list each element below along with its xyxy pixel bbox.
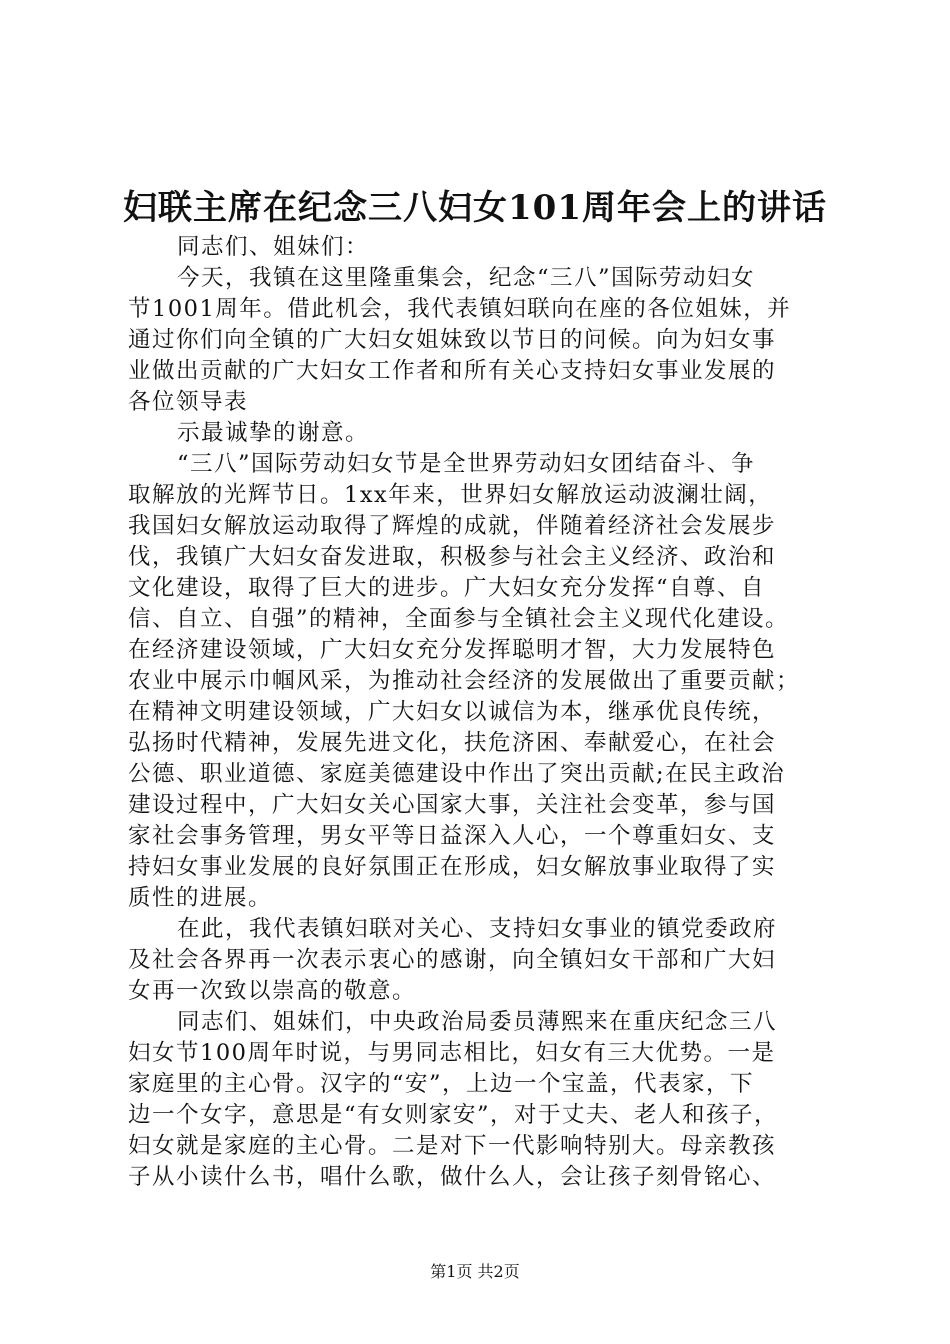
text-line: 同志们、姐妹们，中央政治局委员薄熙来在重庆纪念三八	[177, 1009, 778, 1035]
text-line: 我国妇女解放运动取得了辉煌的成就，伴随着经济社会发展步	[128, 513, 777, 539]
text-line: 通过你们向全镇的广大妇女姐妹致以节日的问候。向为妇女事	[128, 327, 777, 353]
text-line: 节1001周年。借此机会，我代表镇妇联向在座的各位姐妹，并	[128, 296, 792, 322]
document-title: 妇联主席在纪念三八妇女101周年会上的讲话	[123, 188, 827, 228]
text-line: 同志们、姐妹们：	[177, 234, 370, 260]
text-line: 及社会各界再一次表示衷心的感谢，向全镇妇女干部和广大妇	[128, 947, 777, 973]
text-line: 子从小读什么书，唱什么歌，做什么人，会让孩子刻骨铭心、	[128, 1164, 777, 1190]
text-line: 在经济建设领域，广大妇女充分发挥聪明才智，大力发展特色	[128, 637, 777, 663]
text-line: 妇女就是家庭的主心骨。二是对下一代影响特别大。母亲教孩	[128, 1133, 777, 1159]
text-line: 示最诚挚的谢意。	[177, 420, 370, 446]
text-line: 业做出贡献的广大妇女工作者和所有关心支持妇女事业发展的	[128, 358, 777, 384]
text-line: 在此，我代表镇妇联对关心、支持妇女事业的镇党委政府	[177, 916, 778, 942]
text-line: 弘扬时代精神，发展先进文化，扶危济困、奉献爱心，在社会	[128, 730, 777, 756]
text-line: 取解放的光辉节日。1xx年来，世界妇女解放运动波澜壮阔，	[128, 482, 773, 508]
text-line: 家社会事务管理，男女平等日益深入人心，一个尊重妇女、支	[128, 823, 777, 849]
text-line: 持妇女事业发展的良好氛围正在形成，妇女解放事业取得了实	[128, 854, 777, 880]
text-line: 公德、职业道德、家庭美德建设中作出了突出贡献;在民主政治	[128, 761, 786, 787]
text-line: “三八”国际劳动妇女节是全世界劳动妇女团结奋斗、争	[177, 451, 756, 477]
text-line: 质性的进展。	[128, 885, 273, 911]
text-line: 信、自立、自强”的精神，全面参与全镇社会主义现代化建设。	[128, 606, 790, 632]
text-line: 家庭里的主心骨。汉字的“安”，上边一个宝盖，代表家，下	[128, 1071, 755, 1097]
text-line: 伐，我镇广大妇女奋发进取，积极参与社会主义经济、政治和	[128, 544, 777, 570]
text-line: 建设过程中，广大妇女关心国家大事，关注社会变革，参与国	[128, 792, 777, 818]
text-line: 边一个女字，意思是“有女则家安”，对于丈夫、老人和孩子，	[128, 1102, 779, 1128]
text-line: 妇女节100周年时说，与男同志相比，妇女有三大优势。一是	[128, 1040, 776, 1066]
text-line: 各位领导表	[128, 389, 249, 415]
page-footer: 第1页 共2页	[430, 1262, 520, 1281]
text-line: 今天，我镇在这里隆重集会，纪念“三八”国际劳动妇女	[177, 265, 756, 291]
document-body	[128, 232, 838, 1193]
text-line: 文化建设，取得了巨大的进步。广大妇女充分发挥“自尊、自	[128, 575, 766, 601]
text-line: 农业中展示巾帼风采，为推动社会经济的发展做出了重要贡献；	[128, 668, 801, 694]
text-line: 女再一次致以崇高的敬意。	[128, 978, 417, 1004]
text-line: 在精神文明建设领域，广大妇女以诚信为本，继承优良传统，	[128, 699, 777, 725]
